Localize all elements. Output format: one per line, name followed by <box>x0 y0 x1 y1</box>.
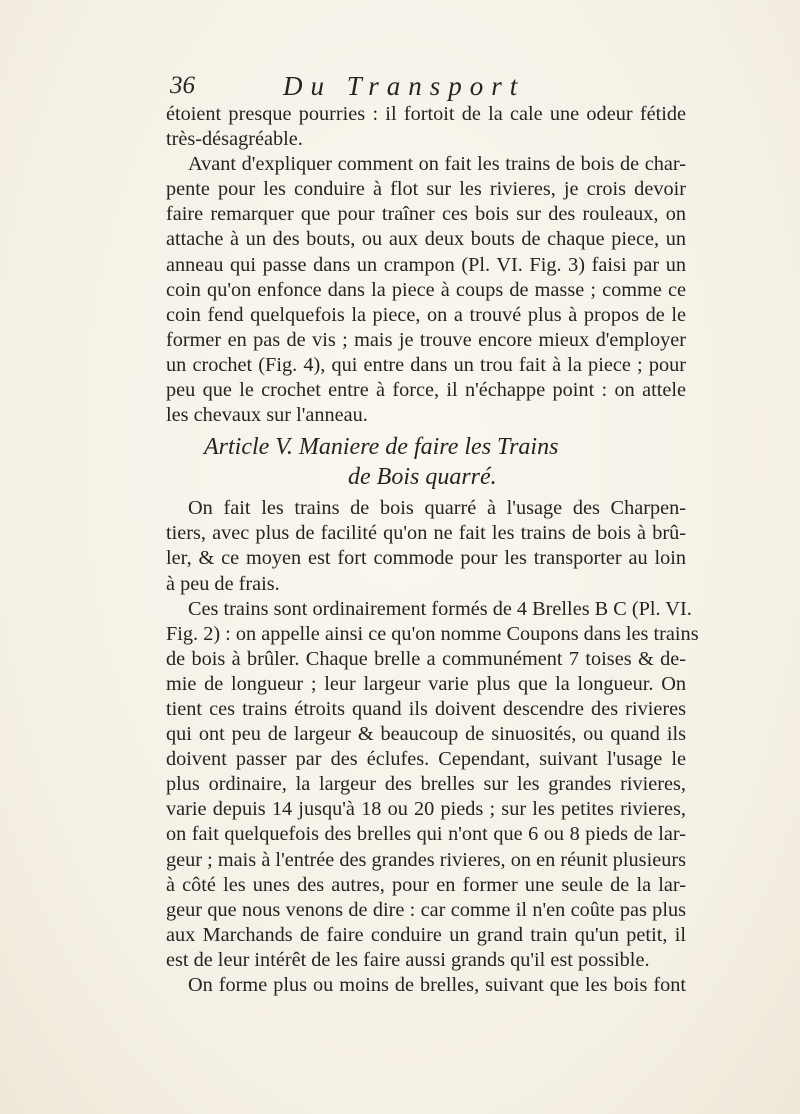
text-line: qui ont peu de largeur & beaucoup de sinuosités, ou quand ils <box>166 723 686 746</box>
text-line: on fait quelquefois des brelles qui n'ont que 6 ou 8 pieds de lar- <box>166 823 686 846</box>
text-line: tient ces trains étroits quand ils doivent descendre des rivieres <box>166 697 686 720</box>
text-line: Avant d'expliquer comment on fait les trains de bois de char- <box>188 153 686 176</box>
text-line: Ces trains sont ordinairement formés de 4 Brelles B C (Pl. VI. <box>188 597 692 620</box>
text-line: les chevaux sur l'anneau. <box>166 404 368 427</box>
page-number: 36 <box>170 72 195 99</box>
text-line: est de leur intérêt de les faire aussi grands qu'il est possible. <box>166 948 650 971</box>
running-head: Du Transport <box>283 71 526 101</box>
text-line: un crochet (Fig. 4), qui entre dans un trou fait à la piece ; pour <box>166 353 686 376</box>
text-line: On forme plus ou moins de brelles, suivant que les bois font <box>188 974 686 996</box>
text-line: doivent passer par des éclufes. Cependant, suivant l'usage le <box>166 748 686 771</box>
text-line: coin fend quelquefois la piece, on a trouvé plus à propos de le <box>166 303 686 326</box>
text-line: de bois à brûler. Chaque brelle a communément 7 toises & de- <box>166 647 686 670</box>
text-line: faire remarquer que pour traîner ces bois sur des rouleaux, on <box>166 203 686 226</box>
text-line: coin qu'on enfonce dans la piece à coups de masse ; comme ce <box>166 278 686 301</box>
text-line: attache à un des bouts, ou aux deux bouts de chaque piece, un <box>166 228 686 251</box>
text-line: former en pas de vis ; mais je trouve encore mieux d'employer <box>166 328 686 351</box>
body-text <box>166 102 699 998</box>
text-line: plus ordinaire, la largeur des brelles sur les grandes rivieres, <box>166 773 686 796</box>
text-line: pente pour les conduire à flot sur les rivieres, je crois devoir <box>166 178 686 201</box>
text-line: peu que le crochet entre à force, il n'échappe point : on attele <box>166 379 686 402</box>
text-line: étoient presque pourries : il fortoit de la cale une odeur fétide <box>166 103 686 125</box>
text-line: anneau qui passe dans un crampon (Pl. VI. Fig. 3) faisi par un <box>166 253 686 276</box>
text-line: tiers, avec plus de facilité qu'on ne fait les trains de bois à brû- <box>166 522 686 545</box>
text-line: aux Marchands de faire conduire un grand train qu'un petit, il <box>166 923 686 946</box>
text-line: à côté les unes des autres, pour en former une seule de la lar- <box>166 873 686 896</box>
text-line: mie de longueur ; leur largeur varie plus que la longueur. On <box>166 672 686 695</box>
text-line: On fait les trains de bois quarré à l'usage des Charpen- <box>188 497 686 520</box>
text-line: varie depuis 14 jusqu'à 18 ou 20 pieds ; sur les petites rivieres, <box>166 798 686 821</box>
text-line: geur ; mais à l'entrée des grandes rivieres, on en réunit plusieurs <box>166 848 686 871</box>
text-line: geur que nous venons de dire : car comme il n'en coûte pas plus <box>166 898 686 921</box>
text-line: à peu de frais. <box>166 572 280 595</box>
page-header <box>170 68 640 104</box>
section-heading: Article V. Maniere de faire les Trains <box>204 434 559 461</box>
text-line: Fig. 2) : on appelle ainsi ce qu'on nomme Coupons dans les trains <box>166 622 699 645</box>
section-heading-continued: de Bois quarré. <box>348 464 497 491</box>
text-line: très-désagréable. <box>166 128 303 151</box>
text-line: ler, & ce moyen est fort commode pour les transporter au loin <box>166 547 686 570</box>
